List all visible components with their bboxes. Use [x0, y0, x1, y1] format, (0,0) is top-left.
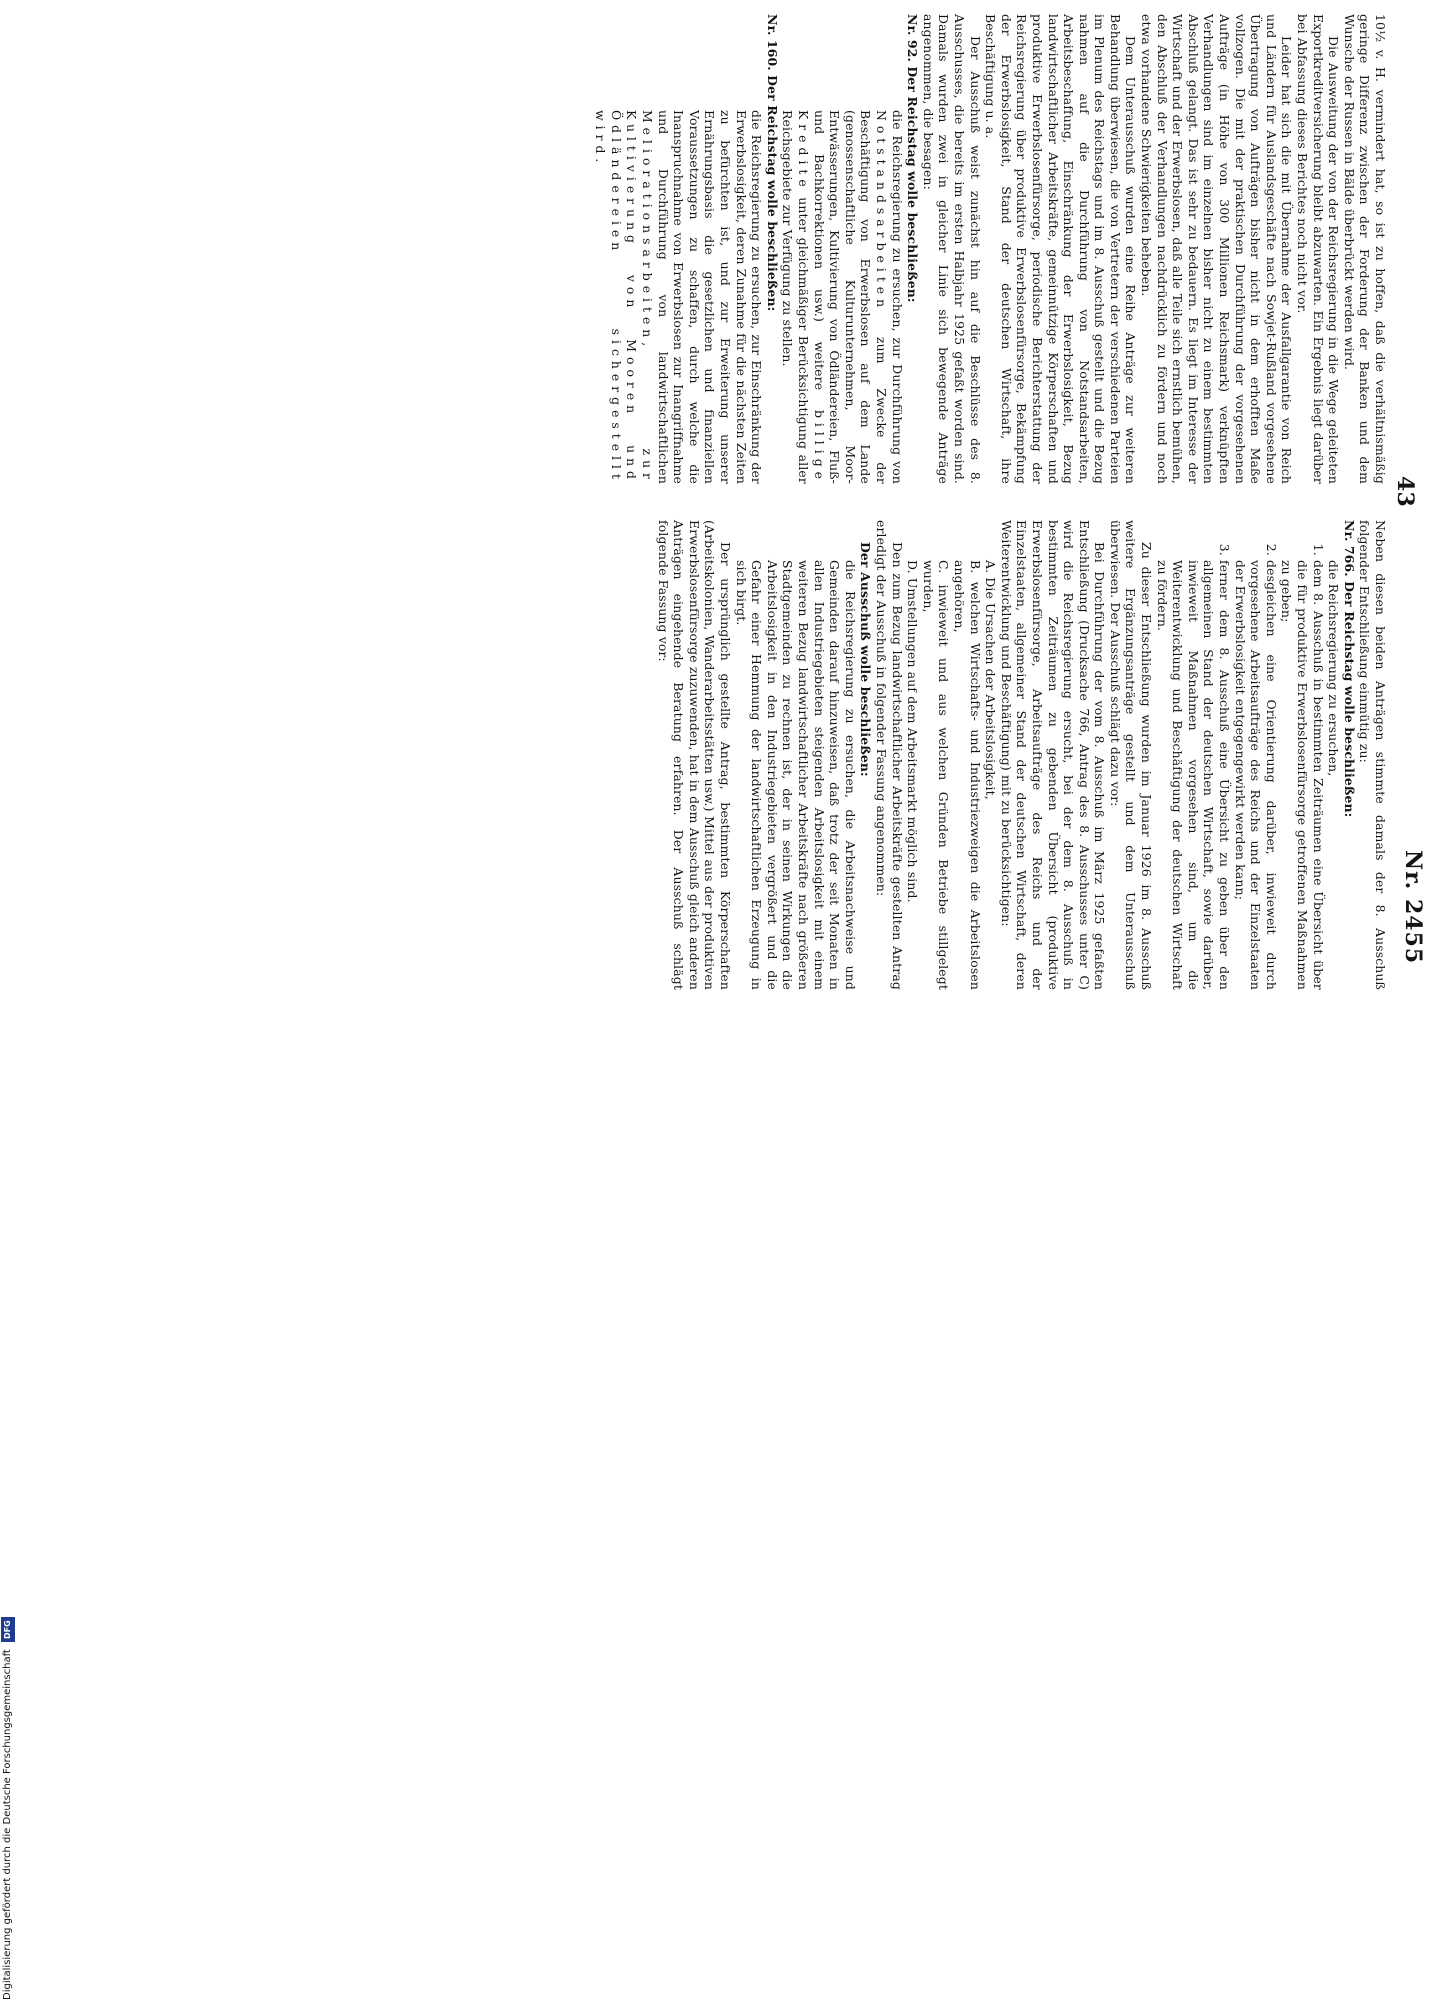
rotated-scan — [155, 0, 1434, 1000]
paragraph: Zu dieser Entschließung wurden im Januar 1926 im 8. Ausschuß weitere Ergänzungsanträge gestellt und dem Unterausschuß überwiesen. Der Ausschuß schlägt dazu vor: — [1107, 520, 1155, 990]
sub-item: A. Die Ursachen der Arbeitslosigkeit, — [983, 560, 999, 800]
left-column — [593, 14, 1388, 484]
motion-text: die Reichsregierung zu ersuchen, die Arbeitsnachweise und Gemeinden darauf hinzuweisen, daß trotz der seit Monaten in allen Industriegebieten steigenden Arbeitslosigkeit mit einem weiteren Bezug landwirtschaftlicher Arbeitskräfte nach größeren Stadtgemeinden zu rechnen ist, der in seinen Wirkungen die Arbeitslosigkeit in den Industriegebieten vergrößert und die Gefahr einer Hemmung der landwirtschaftlichen Erzeugung in sich birgt. — [733, 560, 858, 990]
sub-item: D. Umstellungen auf dem Arbeitsmarkt möglich sind. — [905, 560, 921, 903]
paragraph: Der Ausschuß weist zunächst hin auf die Beschlüsse des 8. Ausschusses, die bereits im ersten Halbjahr 1925 gefaßt worden sind. Damals wurden zwei in gleicher Linie sich bewegende Anträge angenommen, die besagen: — [920, 14, 983, 484]
paragraph: Die Ausweitung der von der Reichsregierung in die Wege geleiteten Exportkreditversicherung bleibt abzuwarten. Ein Ergebnis liegt darüber bei Abfassung dieses Berichtes noch nicht vor. — [1295, 14, 1342, 484]
motion-text: die Reichsregierung zu ersuchen, zur Durchführung von Notstandsarbeiten zum Zwecke der Beschäftigung von Erwerbslosen auf dem Lande (genossenschaftliche Kulturunternehmen, Moor-Entwässerungen, Kultivierung von Ödländereien, Fluß- und Bachkorrektionen usw.) weitere billige Kredite unter gleichmäßiger Berücksichtigung aller Reichsgebiete zur Verfügung zu stellen. — [780, 110, 905, 484]
document-number: Nr. 2455 — [1400, 850, 1426, 965]
right-column — [655, 520, 1388, 990]
list-item: 1. dem 8. Ausschuß in bestimmten Zeiträumen eine Übersicht über die für produktive Erwerbslosenfürsorge getroffenen Maßnahmen zu geben; — [1279, 560, 1326, 990]
document-page — [155, 0, 1434, 1000]
list-item: 2. desgleichen eine Orientierung darüber, inwieweit durch vorgesehene Arbeitsaufträge des Reichs und der Einzelstaaten der Erwerbslosigkeit entgegengewirkt werden kann; — [1232, 560, 1279, 990]
dfg-logo-icon: DFG — [1, 1617, 15, 1642]
motion-heading: Nr. 92. Der Reichstag wolle beschließen: — [905, 14, 921, 303]
motion-text: die Reichsregierung zu ersuchen, zur Einschränkung der Erwerbslosigkeit, deren Zunahme für die nächsten Zeiten zu befürchten ist, und zur Erweiterung unserer Ernährungsbasis die gesetzlichen und finanziellen Voraussetzungen zu schaffen, durch welche die Inanspruchnahme von Erwerbslosen zur Inangriffnahme und Durchführung von landwirtschaftlichen Meliorationsarbeiten, zur Kultivierung von Mooren und Ödländereien sichergestellt wird. — [593, 110, 765, 484]
paragraph: Der ursprünglich gestellte Antrag, bestimmten Körperschaften (Arbeitskolonien, Wanderarbeitsstätten usw.) Mittel aus der produktiven Erwerbslosenfürsorge zuzuwenden, hat in dem Ausschuß gleich anderen Anträgen eingehende Beratung erfahren. Der Ausschuß schlägt folgende Fassung vor: — [655, 520, 734, 990]
motion-heading: Der Ausschuß wolle beschließen: — [858, 542, 874, 777]
motion-list — [1154, 520, 1326, 990]
digitization-note: Digitalisierung gefördert durch die Deutsche Forschungsgemeinschaft — [2, 1649, 13, 2000]
paragraph: 10½ v. H. vermindert hat, so ist zu hoffen, daß die verhältnismäßig geringe Differenz zwischen der Forderung der Banken und dem Wunsche der Russen in Bälde überbrückt werden wird. — [1341, 14, 1388, 484]
page-number: 43 — [1392, 476, 1418, 507]
paragraph: Leider hat sich die mit Übernahme der Ausfallgarantie von Reich und Ländern für Auslandsgeschäfte nach Sowjet-Rußland vorgesehene Übertragung von Aufträgen bisher nicht in dem erhofften Maße vollzogen. Die mit der praktischen Durchführung der vorgesehenen Aufträge (in Höhe von 300 Millionen Reichsmark) verknüpften Verhandlungen sind im einzelnen bisher nicht zu einem bestimmten Abschluß gelangt. Das ist sehr zu bedauern. Es liegt im Interesse der Wirtschaft und der Erwerbslosen, daß alle Teile sich ernstlich bemühen, den Abschluß der Verhandlungen nachdrücklich zu fördern und noch etwa vorhandene Schwierigkeiten beheben. — [1139, 14, 1295, 484]
list-item: 3. ferner dem 8. Ausschuß eine Übersicht zu geben über den allgemeinen Stand der deutschen Wirtschaft, sowie darüber, inwieweit Maßnahmen vorgesehen sind, um die Weiterentwicklung und Beschäftigung der deutschen Wirtschaft zu fördern. — [1154, 560, 1232, 990]
sub-item: B. welchen Wirtschafts- und Industriezweigen die Arbeitslosen angehören, — [951, 560, 983, 990]
motion-heading: Nr. 160. Der Reichstag wolle beschließen: — [764, 14, 780, 312]
paragraph: Bei Durchführung der vom 8. Ausschuß im März 1925 gefaßten Entschließung (Drucksache 766, Antrag des 8. Ausschusses unter C) wird die Reichsregierung ersucht, bei der dem 8. Ausschuß in bestimmten Zeiträumen zu gebenden Übersicht (produktive Erwerbslosenfürsorge, Arbeitsaufträge des Reichs und der Einzelstaaten, allgemeiner Stand der deutschen Wirtschaft, deren Weiterentwicklung und Beschäftigung) mit zu berücksichtigen: — [998, 520, 1108, 990]
motion-heading: Nr. 766. Der Reichstag wolle beschließen: — [1341, 520, 1357, 818]
paragraph: Den zum Bezug landwirtschaftlicher Arbeitskräfte gestellten Antrag erledigt der Ausschuß in folgender Fassung angenommen: — [874, 520, 905, 990]
digitization-caption — [1, 1000, 13, 2000]
paragraph: Dem Unterausschuß wurden eine Reihe Anträge zur weiteren Behandlung überwiesen, die von Vertretern der verschiedenen Parteien im Plenum des Reichstags und im 8. Ausschuß gestellt und die Bezug nahmen auf die Durchführung von Notstandsarbeiten, Arbeitsbeschaffung, Einschränkung der Erwerbslosigkeit, Bezug landwirtschaftlicher Arbeitskräfte, gemeinnützige Körperschaften und produktive Erwerbslosenfürsorge, periodische Berichterstattung der Reichsregierung über produktive Erwerbslosenfürsorge, Bekämpfung der Erwerbslosigkeit, Stand der deutschen Wirtschaft, ihre Beschäftigung u. a. — [983, 14, 1139, 484]
motion-text: die Reichsregierung zu ersuchen, — [1326, 560, 1342, 777]
sub-item: C. inwieweit und aus welchen Gründen Betriebe stillgelegt wurden, — [920, 560, 952, 990]
paragraph: Neben diesen beiden Anträgen stimmte damals der 8. Ausschuß folgender Entschließung einmütig zu: — [1357, 520, 1388, 990]
